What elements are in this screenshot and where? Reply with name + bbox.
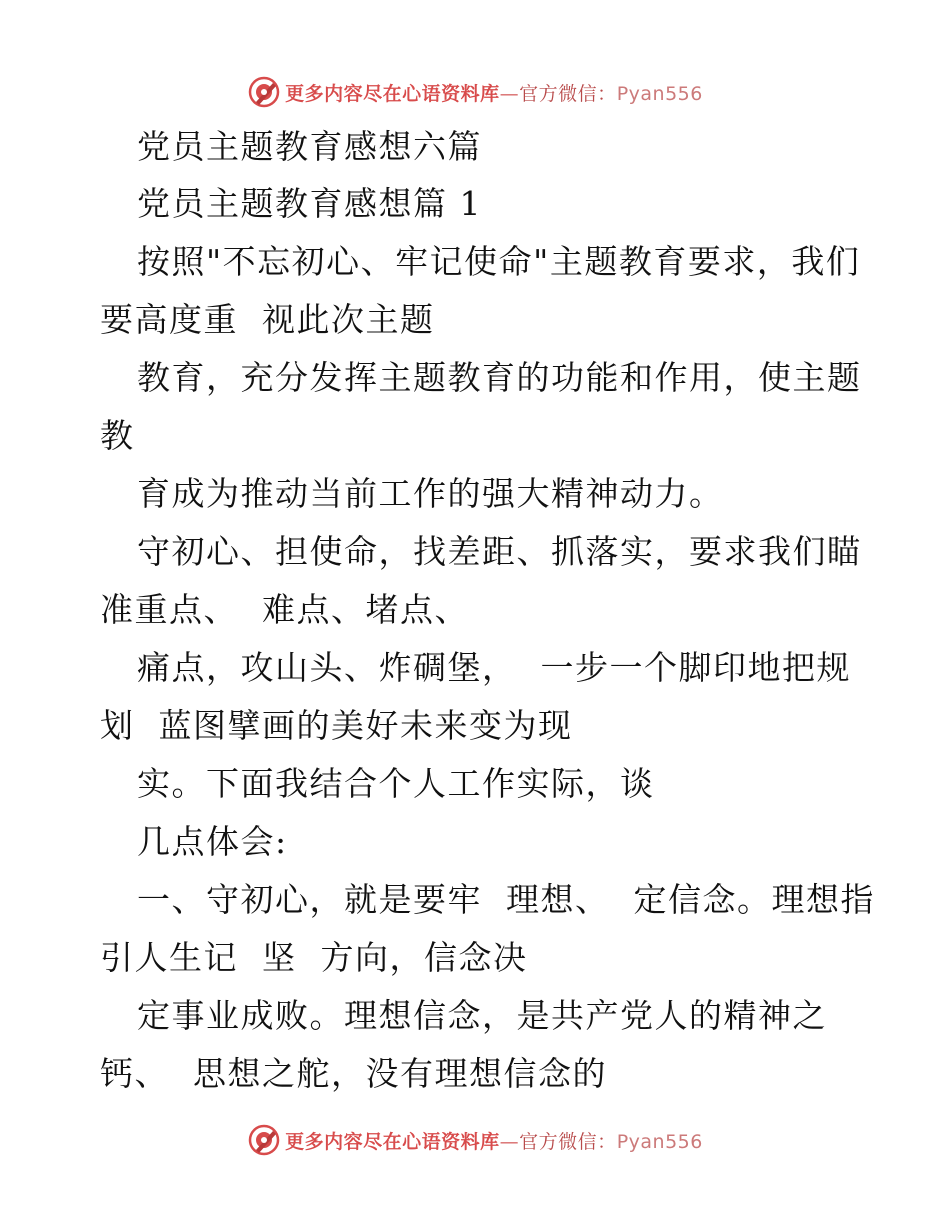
watermark-wechat-id: Pyan556 bbox=[616, 1130, 703, 1153]
paragraph-line: 按照"不忘初心、牢记使命"主题教育要求，我们 bbox=[137, 242, 861, 281]
paragraph-line: 一、守初心，就是要牢 理想、 定信念。理想指 bbox=[137, 880, 875, 919]
section-title: 党员主题教育感想篇 1 bbox=[137, 184, 482, 223]
paragraph-line: 痛点，攻山头、炸碉堡， 一步一个脚印地把规 bbox=[137, 648, 851, 687]
watermark-wechat-id: Pyan556 bbox=[616, 82, 703, 105]
paragraph-line: 要高度重 视此次主题 bbox=[100, 300, 435, 339]
watermark-banner-bottom bbox=[0, 1120, 950, 1160]
watermark-separator: — bbox=[499, 1130, 520, 1153]
watermark-text bbox=[285, 79, 703, 106]
watermark-banner-top bbox=[0, 72, 950, 112]
paragraph-line: 守初心、担使命，找差距、抓落实，要求我们瞄 bbox=[137, 532, 862, 571]
paragraph-line: 准重点、 难点、堵点、 bbox=[100, 590, 469, 629]
paragraph-line: 实。下面我结合个人工作实际，谈 bbox=[137, 764, 655, 803]
paragraph-line: 育成为推动当前工作的强大精神动力。 bbox=[137, 474, 724, 513]
pen-circle-logo-icon bbox=[247, 1123, 281, 1157]
paragraph-line: 定事业成败。理想信念，是共产党人的精神之 bbox=[137, 996, 827, 1035]
watermark-separator: — bbox=[499, 82, 520, 105]
watermark-wechat-label: 官方微信： bbox=[519, 82, 617, 105]
paragraph-line: 划 蓝图擘画的美好未来变为现 bbox=[100, 706, 573, 745]
watermark-brand: 更多内容尽在心语资料库 bbox=[285, 82, 500, 105]
watermark-wechat-label: 官方微信： bbox=[519, 1130, 617, 1153]
paragraph-line: 几点体会: bbox=[137, 822, 288, 861]
paragraph-line: 钙、 思想之舵，没有理想信念的 bbox=[100, 1054, 607, 1093]
watermark-text bbox=[285, 1127, 703, 1154]
paragraph-line: 教育，充分发挥主题教育的功能和作用，使主题 bbox=[137, 358, 862, 397]
document-title: 党员主题教育感想六篇 bbox=[137, 127, 482, 166]
watermark-brand: 更多内容尽在心语资料库 bbox=[285, 1130, 500, 1153]
paragraph-line: 教 bbox=[100, 416, 135, 455]
pen-circle-logo-icon bbox=[247, 75, 281, 109]
paragraph-line: 引人生记 坚 方向，信念决 bbox=[100, 938, 528, 977]
